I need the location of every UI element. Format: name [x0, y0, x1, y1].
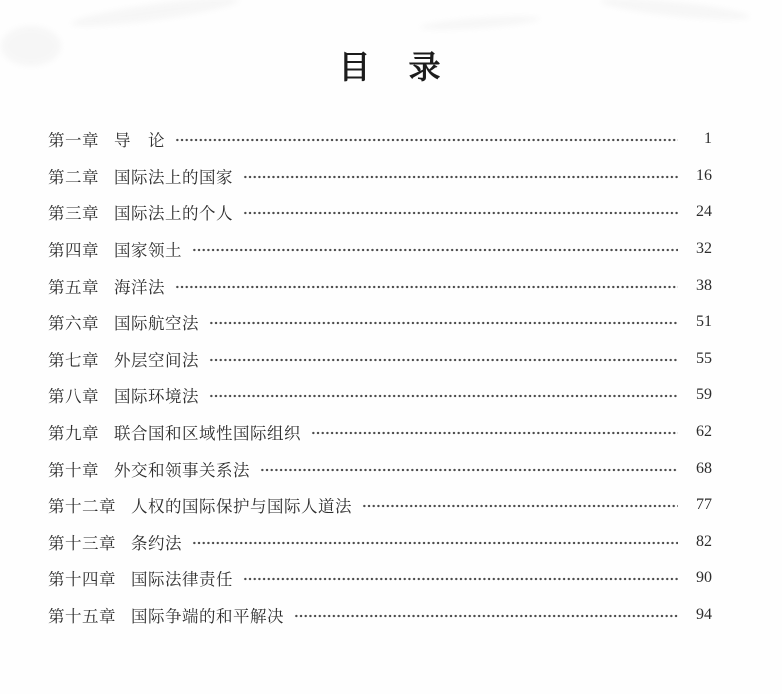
- page-number: 77: [696, 496, 712, 514]
- chapter-title: 海洋法: [114, 277, 165, 297]
- page-title: 目 录: [338, 49, 444, 85]
- chapter-title: 国家领土: [114, 241, 182, 261]
- page-number: 38: [696, 276, 712, 294]
- toc-entry: [48, 267, 712, 304]
- toc-entry: [48, 194, 712, 231]
- scan-artifact: [70, 0, 241, 32]
- chapter-number: 第十章: [48, 460, 99, 480]
- chapter-number: 第十四章: [48, 570, 116, 590]
- toc-entry: [48, 524, 712, 561]
- chapter-title: 外层空间法: [114, 350, 199, 370]
- chapter-title: 外交和领事关系法: [114, 460, 250, 480]
- toc-list: [48, 121, 712, 633]
- page-number: 62: [696, 423, 712, 441]
- dot-leader: [243, 209, 678, 217]
- toc-entry: [48, 414, 712, 451]
- chapter-number: 第十五章: [48, 607, 116, 627]
- dot-leader: [294, 612, 678, 620]
- chapter-number: 第十三章: [48, 533, 116, 553]
- page-number: 90: [696, 569, 712, 587]
- chapter-title: 条约法: [131, 533, 182, 553]
- toc-entry: [48, 377, 712, 414]
- chapter-number: 第六章: [48, 314, 99, 334]
- chapter-title: 人权的国际保护与国际人道法: [131, 497, 352, 517]
- chapter-number: 第十二章: [48, 497, 116, 517]
- dot-leader: [311, 429, 678, 437]
- toc-entry: [48, 487, 712, 524]
- chapter-title: 国际法上的个人: [114, 204, 233, 224]
- dot-leader: [192, 539, 678, 547]
- page-number: 1: [704, 130, 712, 148]
- chapter-number: 第四章: [48, 241, 99, 261]
- dot-leader: [243, 575, 678, 583]
- page-number: 51: [696, 313, 712, 331]
- dot-leader: [243, 173, 678, 181]
- page-number: 16: [696, 166, 712, 184]
- page-number: 68: [696, 459, 712, 477]
- chapter-number: 第八章: [48, 387, 99, 407]
- toc-entry: [48, 597, 712, 634]
- chapter-title: 国际环境法: [114, 387, 199, 407]
- toc-entry: [48, 341, 712, 378]
- dot-leader: [209, 392, 678, 400]
- toc-entry: [48, 121, 712, 158]
- dot-leader: [209, 356, 678, 364]
- dot-leader: [192, 246, 678, 254]
- chapter-number: 第二章: [48, 167, 99, 187]
- chapter-title: 联合国和区域性国际组织: [114, 424, 301, 444]
- page-number: 32: [696, 240, 712, 258]
- toc-entry: [48, 158, 712, 195]
- chapter-number: 第五章: [48, 277, 99, 297]
- toc-entry: [48, 304, 712, 341]
- page-number: 59: [696, 386, 712, 404]
- page-number: 24: [696, 203, 712, 221]
- page-number: 55: [696, 349, 712, 367]
- chapter-title: 国际法上的国家: [114, 167, 233, 187]
- dot-leader: [260, 466, 678, 474]
- page-number: 82: [696, 532, 712, 550]
- chapter-title: 导 论: [114, 131, 165, 151]
- chapter-title: 国际航空法: [114, 314, 199, 334]
- chapter-title: 国际争端的和平解决: [131, 607, 284, 627]
- dot-leader: [209, 319, 678, 327]
- scan-artifact: [420, 14, 540, 32]
- scan-artifact: [600, 0, 751, 24]
- toc-entry: [48, 450, 712, 487]
- dot-leader: [362, 502, 678, 510]
- chapter-number: 第三章: [48, 204, 99, 224]
- chapter-number: 第一章: [48, 131, 99, 151]
- toc-entry: [48, 560, 712, 597]
- dot-leader: [175, 283, 678, 291]
- chapter-number: 第九章: [48, 424, 99, 444]
- toc-entry: [48, 231, 712, 268]
- chapter-title: 国际法律责任: [131, 570, 233, 590]
- dot-leader: [175, 136, 678, 144]
- chapter-number: 第七章: [48, 350, 99, 370]
- page-number: 94: [696, 606, 712, 624]
